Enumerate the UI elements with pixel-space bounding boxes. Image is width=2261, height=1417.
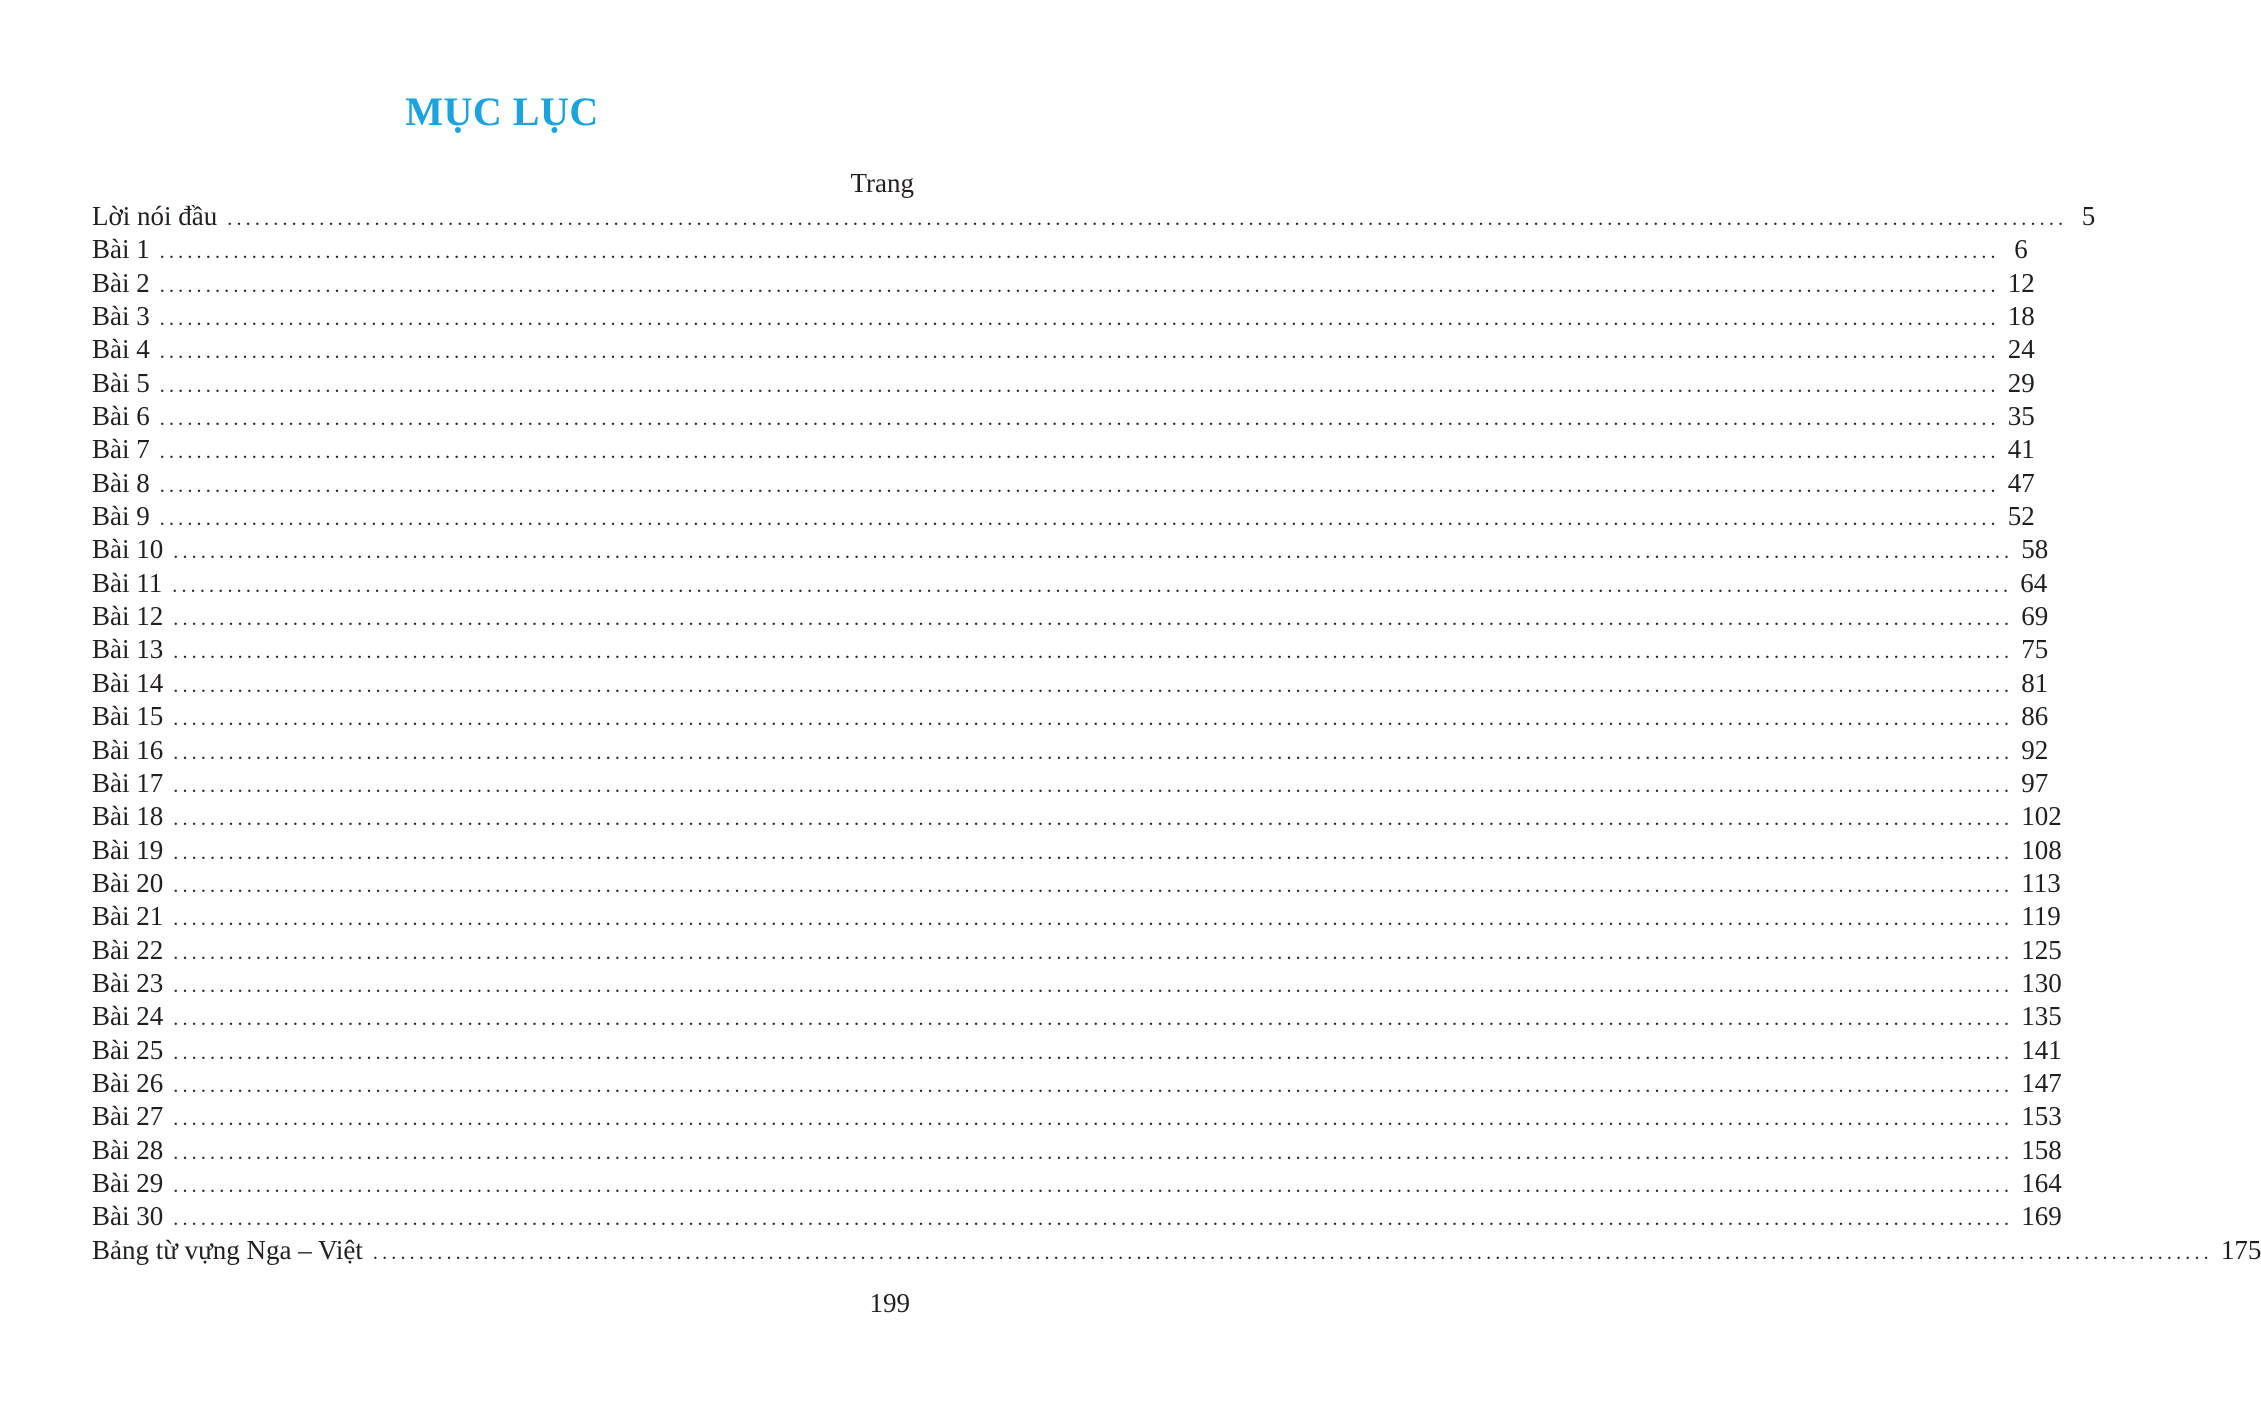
toc-entry[interactable] (92, 267, 2035, 300)
toc-entry-label: Bài 20 (92, 867, 164, 898)
toc-entry-label: Lời nói đầu (92, 201, 218, 231)
toc-entry-label: Bài 24 (92, 1001, 164, 1032)
dot-leader: ........................................................................................................................................................................................................ (173, 1208, 2014, 1231)
dot-leader: ........................................................................................................................................................................................................ (159, 441, 2000, 464)
toc-entry-label: Bài 21 (92, 901, 164, 932)
toc-entry[interactable] (92, 1100, 2062, 1133)
toc-entry-page: 69 (2021, 601, 2049, 632)
dot-leader: ........................................................................................................................................................................................................ (173, 874, 2014, 897)
dot-leader: ........................................................................................................................................................................................................ (159, 374, 2000, 397)
toc-entry-label: Bài 16 (92, 734, 164, 765)
toc-entry[interactable] (92, 467, 2035, 500)
dot-leader: ........................................................................................................................................................................................................ (173, 1174, 2014, 1197)
dot-leader: ........................................................................................................................................................................................................ (173, 674, 2014, 697)
toc-entry[interactable] (92, 700, 2049, 733)
toc-entry[interactable] (92, 967, 2062, 1000)
dot-leader: ........................................................................................................................................................................................................ (173, 541, 2014, 564)
toc-entry-label: Bài 23 (92, 967, 164, 998)
toc-entry-page: 18 (2007, 301, 2035, 332)
toc-entry-label: Bài 10 (92, 534, 164, 565)
toc-entry-page: 92 (2021, 734, 2049, 765)
toc-entry-page: 64 (2020, 567, 2048, 598)
dot-leader: ........................................................................................................................................................................................................ (173, 1008, 2014, 1031)
dot-leader: ........................................................................................................................................................................................................ (159, 274, 2000, 297)
toc-entry[interactable] (92, 867, 2061, 900)
toc-entry[interactable] (92, 433, 2035, 466)
toc-entry-label: Bài 6 (92, 401, 150, 432)
toc-entry[interactable] (92, 1167, 2062, 1200)
toc-entry[interactable] (92, 1200, 2062, 1233)
toc-entry-label: Bài 17 (92, 767, 164, 798)
dot-leader: ........................................................................................................................................................................................................ (173, 941, 2014, 964)
toc-entry-page: 102 (2021, 801, 2062, 832)
dot-leader: ........................................................................................................................................................................................................ (159, 308, 2000, 331)
toc-entry-label: Bài 30 (92, 1201, 164, 1232)
toc-entry-label: Bài 12 (92, 601, 164, 632)
toc-entry-label: Bài 8 (92, 467, 150, 498)
toc-entry-page: 47 (2007, 467, 2035, 498)
dot-leader: ........................................................................................................................................................................................................ (173, 641, 2014, 664)
toc-entry-page: 81 (2021, 667, 2049, 698)
toc-entry-page: 41 (2007, 434, 2035, 465)
dot-leader: ........................................................................................................................................................................................................ (173, 1108, 2014, 1131)
dot-leader: ........................................................................................................................................................................................................ (173, 774, 2014, 797)
dot-leader: ........................................................................................................................................................................................................ (159, 241, 2000, 264)
toc-entry-label: Bài 26 (92, 1067, 164, 1098)
toc-entry[interactable] (92, 1234, 2261, 1267)
dot-leader: ........................................................................................................................................................................................................ (159, 508, 2000, 531)
toc-entry-page: 5 (2081, 201, 2096, 231)
toc-entry-label: Bài 1 (92, 234, 150, 265)
toc-entry-page: 141 (2021, 1034, 2062, 1065)
dot-leader: ........................................................................................................................................................................................................ (173, 841, 2014, 864)
toc-entry[interactable] (92, 934, 2062, 967)
toc-entry-label: Bảng từ vựng Nga – Việt (92, 1234, 363, 1265)
toc-entry[interactable] (92, 300, 2035, 333)
dot-leader: ........................................................................................................................................................................................................ (172, 574, 2013, 597)
dot-leader: ........................................................................................................................................................................................................ (159, 474, 2000, 497)
toc-entry-page: 86 (2021, 701, 2049, 732)
toc-entry-label: Bài 15 (92, 701, 164, 732)
toc-entry-page: 75 (2021, 634, 2049, 665)
toc-entry[interactable] (92, 667, 2049, 700)
toc-entry-label: Bài 9 (92, 501, 150, 532)
toc-entry-page: 135 (2021, 1001, 2062, 1032)
toc-entry-label: Bài 4 (92, 334, 150, 365)
toc-entry-page: 52 (2007, 501, 2035, 532)
toc-entry-label: Bài 25 (92, 1034, 164, 1065)
toc-entry-page: 58 (2021, 534, 2049, 565)
toc-entry[interactable] (92, 200, 2096, 233)
toc-entry-label: Bài 27 (92, 1101, 164, 1132)
toc-entry[interactable] (92, 1134, 2062, 1167)
dot-leader: ........................................................................................................................................................................................................ (173, 1141, 2014, 1164)
toc-entry[interactable] (92, 834, 2062, 867)
toc-entry-label: Bài 18 (92, 801, 164, 832)
toc-entry-page: 147 (2021, 1067, 2062, 1098)
toc-entry-page: 175 (2220, 1234, 2261, 1265)
dot-leader: ........................................................................................................................................................................................................ (173, 1074, 2014, 1097)
dot-leader: ........................................................................................................................................................................................................ (227, 208, 2068, 230)
toc-entry[interactable] (92, 400, 2035, 433)
toc-entry[interactable] (92, 633, 2049, 666)
toc-entry-page: 153 (2021, 1101, 2062, 1132)
dot-leader: ........................................................................................................................................................................................................ (173, 608, 2014, 631)
table-of-contents (92, 200, 2261, 1267)
toc-entry[interactable] (92, 1034, 2062, 1067)
toc-entry-label: Bài 22 (92, 934, 164, 965)
dot-leader: ........................................................................................................................................................................................................ (173, 908, 2014, 931)
toc-entry-label: Bài 19 (92, 834, 164, 865)
toc-entry-page: 119 (2021, 901, 2061, 932)
toc-entry[interactable] (92, 333, 2035, 366)
dot-leader: ........................................................................................................................................................................................................ (372, 1241, 2213, 1264)
dot-leader: ........................................................................................................................................................................................................ (173, 974, 2014, 997)
toc-entry-label: Bài 28 (92, 1134, 164, 1165)
toc-entry[interactable] (92, 1067, 2062, 1100)
toc-entry-page: 164 (2021, 1167, 2062, 1198)
toc-entry[interactable] (92, 233, 2028, 266)
toc-entry-page: 130 (2021, 967, 2062, 998)
toc-entry-label: Bài 5 (92, 367, 150, 398)
toc-entry[interactable] (92, 900, 2061, 933)
toc-entry-label: Bài 11 (92, 567, 163, 598)
dot-leader: ........................................................................................................................................................................................................ (159, 341, 2000, 364)
toc-entry-page: 108 (2021, 834, 2062, 865)
page-title: MỤC LỤC (405, 89, 599, 134)
toc-entry[interactable] (92, 1000, 2062, 1033)
toc-entry[interactable] (92, 367, 2035, 400)
toc-entry-page: 97 (2021, 767, 2049, 798)
toc-entry-page: 35 (2007, 401, 2035, 432)
toc-entry[interactable] (92, 800, 2062, 833)
toc-entry-page: 125 (2021, 934, 2062, 965)
dot-leader: ........................................................................................................................................................................................................ (173, 741, 2014, 764)
toc-entry[interactable] (92, 567, 2048, 600)
toc-entry-page: 113 (2021, 867, 2061, 898)
toc-entry-page: 24 (2007, 334, 2035, 365)
toc-entry-page: 158 (2021, 1134, 2062, 1165)
toc-entry[interactable] (92, 533, 2049, 566)
dot-leader: ........................................................................................................................................................................................................ (173, 708, 2014, 731)
toc-entry-label: Bài 14 (92, 667, 164, 698)
toc-entry[interactable] (92, 500, 2035, 533)
toc-entry-page: 6 (2014, 234, 2028, 265)
toc-entry[interactable] (92, 600, 2049, 633)
dot-leader: ........................................................................................................................................................................................................ (173, 1041, 2014, 1064)
toc-entry-page: 29 (2007, 367, 2035, 398)
toc-entry-label: Bài 7 (92, 434, 150, 465)
toc-entry-label: Bài 13 (92, 634, 164, 665)
toc-entry-label: Bài 29 (92, 1167, 164, 1198)
toc-entry[interactable] (92, 767, 2049, 800)
toc-entry-page: 169 (2021, 1201, 2062, 1232)
toc-entry-label: Bài 2 (92, 267, 150, 298)
toc-entry-label: Bài 3 (92, 301, 150, 332)
dot-leader: ........................................................................................................................................................................................................ (159, 408, 2000, 431)
page-column-header: Trang (850, 168, 914, 198)
page-number: 199 (869, 1288, 910, 1318)
toc-entry[interactable] (92, 734, 2049, 767)
toc-entry-page: 12 (2007, 267, 2035, 298)
dot-leader: ........................................................................................................................................................................................................ (173, 808, 2014, 831)
